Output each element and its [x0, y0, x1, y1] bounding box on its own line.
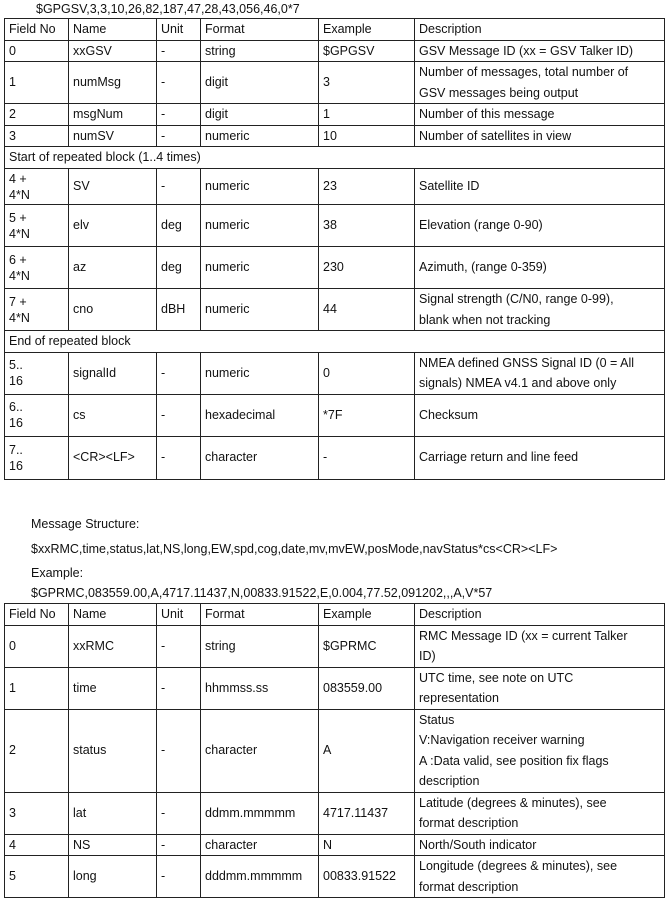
- unit-cell: -: [157, 625, 201, 667]
- field-no-cell: [5, 436, 69, 479]
- example-cell: $GPGSV: [319, 40, 415, 62]
- description-line: RMC Message ID (xx = current Talker: [419, 628, 628, 643]
- unit-cell: -: [157, 667, 201, 709]
- column-header-field-no: Field No: [5, 604, 69, 626]
- description-line: GSV messages being output: [419, 85, 579, 100]
- column-header-example: Example: [319, 604, 415, 626]
- column-header-name: Name: [69, 19, 157, 41]
- example-cell: 083559.00: [319, 667, 415, 709]
- description-line: A :Data valid, see position fix flags: [419, 753, 609, 768]
- example-cell: 1: [319, 104, 415, 126]
- table-row: [5, 709, 665, 792]
- format-cell: numeric: [201, 289, 319, 331]
- format-cell: character: [201, 436, 319, 479]
- gsv-example-sentence: $GPGSV,3,3,10,26,82,187,47,28,43,056,46,0*7: [36, 2, 300, 16]
- field-no-line: 16: [9, 374, 23, 388]
- example-cell: -: [319, 436, 415, 479]
- name-cell: NS: [69, 834, 157, 856]
- end-repeated-block: [5, 331, 665, 353]
- example-cell: 38: [319, 205, 415, 247]
- field-no-cell: 1: [5, 667, 69, 709]
- description-line: description: [419, 774, 480, 788]
- description-cell: [415, 104, 665, 126]
- rmc-structure-sentence: $xxRMC,time,status,lat,NS,long,EW,spd,cog,date,mv,mvEW,posMode,navStatus*cs<CR><LF>: [31, 542, 558, 556]
- description-line: Longitude (degrees & minutes), see: [419, 859, 618, 873]
- unit-cell: dBH: [157, 289, 201, 331]
- format-cell: digit: [201, 62, 319, 104]
- field-no-cell: 0: [5, 625, 69, 667]
- field-no-cell: [5, 352, 69, 394]
- name-cell: xxRMC: [69, 625, 157, 667]
- format-cell: ddmm.mmmmm: [201, 792, 319, 834]
- description-line: ID): [419, 649, 436, 663]
- description-cell: [415, 625, 665, 667]
- description-line: NMEA defined GNSS Signal ID (0 = All: [419, 355, 635, 370]
- field-no-cell: 4: [5, 834, 69, 856]
- unit-cell: -: [157, 394, 201, 436]
- description-line: Checksum: [419, 407, 479, 422]
- unit-cell: -: [157, 169, 201, 205]
- column-header-unit: Unit: [157, 604, 201, 626]
- field-no-line: 4 +: [9, 171, 27, 186]
- description-line: Satellite ID: [419, 179, 480, 194]
- field-no-cell: [5, 247, 69, 289]
- field-no-line: 5 +: [9, 210, 27, 225]
- description-line: Number of messages, total number of: [419, 65, 629, 79]
- table-row: [5, 62, 665, 104]
- field-no-cell: [5, 205, 69, 247]
- description-line: V:Navigation receiver warning: [419, 733, 585, 747]
- column-header-description: Description: [415, 19, 665, 41]
- name-cell: lat: [69, 792, 157, 834]
- column-header-description: Description: [415, 604, 665, 626]
- name-cell: status: [69, 709, 157, 792]
- field-no-line: 4*N: [9, 268, 30, 283]
- description-cell: [415, 834, 665, 856]
- example-cell: *7F: [319, 394, 415, 436]
- column-header-name: Name: [69, 604, 157, 626]
- format-cell: numeric: [201, 352, 319, 394]
- example-cell: 44: [319, 289, 415, 331]
- example-cell: $GPRMC: [319, 625, 415, 667]
- field-no-line: 6 +: [9, 252, 27, 267]
- table-row: [5, 247, 665, 289]
- description-line: Azimuth, (range 0-359): [419, 260, 547, 275]
- column-header-example: Example: [319, 19, 415, 41]
- name-cell: numSV: [69, 125, 157, 147]
- format-cell: character: [201, 709, 319, 792]
- example-cell: 0: [319, 352, 415, 394]
- field-no-cell: [5, 289, 69, 331]
- table-row: [5, 289, 665, 331]
- table-row: [5, 394, 665, 436]
- unit-cell: -: [157, 125, 201, 147]
- table-row: [5, 856, 665, 898]
- table-row: [5, 625, 665, 667]
- description-cell: [415, 125, 665, 147]
- column-header-format: Format: [201, 604, 319, 626]
- description-line: representation: [419, 691, 499, 705]
- start-repeated-block-cell: Start of repeated block (1..4 times): [5, 147, 665, 169]
- description-line: UTC time, see note on UTC: [419, 670, 574, 685]
- description-line: Number of satellites in view: [419, 128, 572, 143]
- format-cell: hhmmss.ss: [201, 667, 319, 709]
- unit-cell: deg: [157, 205, 201, 247]
- format-cell: character: [201, 834, 319, 856]
- description-cell: [415, 436, 665, 479]
- table-row: [5, 40, 665, 62]
- format-cell: numeric: [201, 169, 319, 205]
- unit-cell: -: [157, 40, 201, 62]
- column-header-unit: Unit: [157, 19, 201, 41]
- format-cell: digit: [201, 104, 319, 126]
- unit-cell: -: [157, 856, 201, 898]
- name-cell: <CR><LF>: [69, 436, 157, 479]
- field-no-cell: 2: [5, 709, 69, 792]
- description-cell: [415, 247, 665, 289]
- name-cell: SV: [69, 169, 157, 205]
- field-no-line: 4*N: [9, 226, 30, 241]
- example-cell: 4717.11437: [319, 792, 415, 834]
- field-no-line: 7 +: [9, 294, 27, 309]
- field-no-line: 4*N: [9, 187, 30, 202]
- description-cell: [415, 289, 665, 331]
- description-cell: [415, 205, 665, 247]
- unit-cell: -: [157, 62, 201, 104]
- field-no-line: 5..: [9, 358, 23, 372]
- description-cell: [415, 169, 665, 205]
- name-cell: az: [69, 247, 157, 289]
- description-cell: [415, 856, 665, 898]
- field-no-line: 7..: [9, 442, 23, 457]
- table-row: [5, 834, 665, 856]
- field-no-cell: [5, 169, 69, 205]
- description-line: Status: [419, 712, 455, 727]
- column-header-format: Format: [201, 19, 319, 41]
- field-no-line: 6..: [9, 400, 23, 414]
- description-line: signals) NMEA v4.1 and above only: [419, 376, 617, 390]
- field-no-cell: [5, 394, 69, 436]
- description-cell: [415, 792, 665, 834]
- field-no-line: 16: [9, 458, 23, 473]
- table-row: [5, 125, 665, 147]
- example-cell: A: [319, 709, 415, 792]
- description-cell: [415, 709, 665, 792]
- unit-cell: -: [157, 709, 201, 792]
- example-cell: 3: [319, 62, 415, 104]
- description-line: format description: [419, 879, 519, 894]
- table-row: [5, 792, 665, 834]
- description-cell: [415, 667, 665, 709]
- example-cell: 23: [319, 169, 415, 205]
- format-cell: string: [201, 40, 319, 62]
- unit-cell: -: [157, 352, 201, 394]
- start-repeated-block: [5, 147, 665, 169]
- table-row: [5, 104, 665, 126]
- name-cell: elv: [69, 205, 157, 247]
- unit-cell: -: [157, 436, 201, 479]
- format-cell: numeric: [201, 247, 319, 289]
- description-line: Latitude (degrees & minutes), see: [419, 795, 607, 810]
- name-cell: cno: [69, 289, 157, 331]
- description-line: Number of this message: [419, 107, 555, 121]
- name-cell: numMsg: [69, 62, 157, 104]
- field-no-line: 4*N: [9, 310, 30, 325]
- description-line: format description: [419, 816, 519, 830]
- name-cell: long: [69, 856, 157, 898]
- rmc-header-row: [5, 604, 665, 626]
- table-row: [5, 169, 665, 205]
- unit-cell: -: [157, 104, 201, 126]
- rmc-example-sentence: $GPRMC,083559.00,A,4717.11437,N,00833.91522,E,0.004,77.52,091202,,,A,V*57: [31, 586, 493, 600]
- description-cell: [415, 62, 665, 104]
- description-line: blank when not tracking: [419, 312, 551, 327]
- end-repeated-block-cell: End of repeated block: [5, 331, 665, 353]
- description-cell: [415, 40, 665, 62]
- field-no-cell: 2: [5, 104, 69, 126]
- unit-cell: -: [157, 834, 201, 856]
- table-row: [5, 667, 665, 709]
- description-cell: [415, 352, 665, 394]
- description-cell: [415, 394, 665, 436]
- format-cell: numeric: [201, 205, 319, 247]
- rmc-example-label: Example:: [31, 566, 84, 580]
- name-cell: cs: [69, 394, 157, 436]
- format-cell: numeric: [201, 125, 319, 147]
- table-row: [5, 436, 665, 479]
- gsv-field-table: [4, 18, 665, 480]
- field-no-cell: 3: [5, 792, 69, 834]
- field-no-cell: 5: [5, 856, 69, 898]
- field-no-line: 16: [9, 416, 23, 430]
- example-cell: 10: [319, 125, 415, 147]
- rmc-field-table: [4, 603, 665, 898]
- description-line: Signal strength (C/N0, range 0-99),: [419, 292, 614, 306]
- field-no-cell: 0: [5, 40, 69, 62]
- column-header-field-no: Field No: [5, 19, 69, 41]
- table-row: [5, 205, 665, 247]
- unit-cell: deg: [157, 247, 201, 289]
- description-line: GSV Message ID (xx = GSV Talker ID): [419, 43, 634, 58]
- name-cell: time: [69, 667, 157, 709]
- name-cell: msgNum: [69, 104, 157, 126]
- field-no-cell: 3: [5, 125, 69, 147]
- field-no-cell: 1: [5, 62, 69, 104]
- format-cell: string: [201, 625, 319, 667]
- description-line: Carriage return and line feed: [419, 450, 579, 465]
- format-cell: hexadecimal: [201, 394, 319, 436]
- name-cell: signalId: [69, 352, 157, 394]
- format-cell: dddmm.mmmmm: [201, 856, 319, 898]
- gsv-header-row: [5, 19, 665, 41]
- table-row: [5, 352, 665, 394]
- unit-cell: -: [157, 792, 201, 834]
- example-cell: 230: [319, 247, 415, 289]
- example-cell: N: [319, 834, 415, 856]
- description-line: Elevation (range 0-90): [419, 218, 543, 233]
- example-cell: 00833.91522: [319, 856, 415, 898]
- name-cell: xxGSV: [69, 40, 157, 62]
- rmc-structure-label: Message Structure:: [31, 517, 140, 531]
- description-line: North/South indicator: [419, 837, 537, 852]
